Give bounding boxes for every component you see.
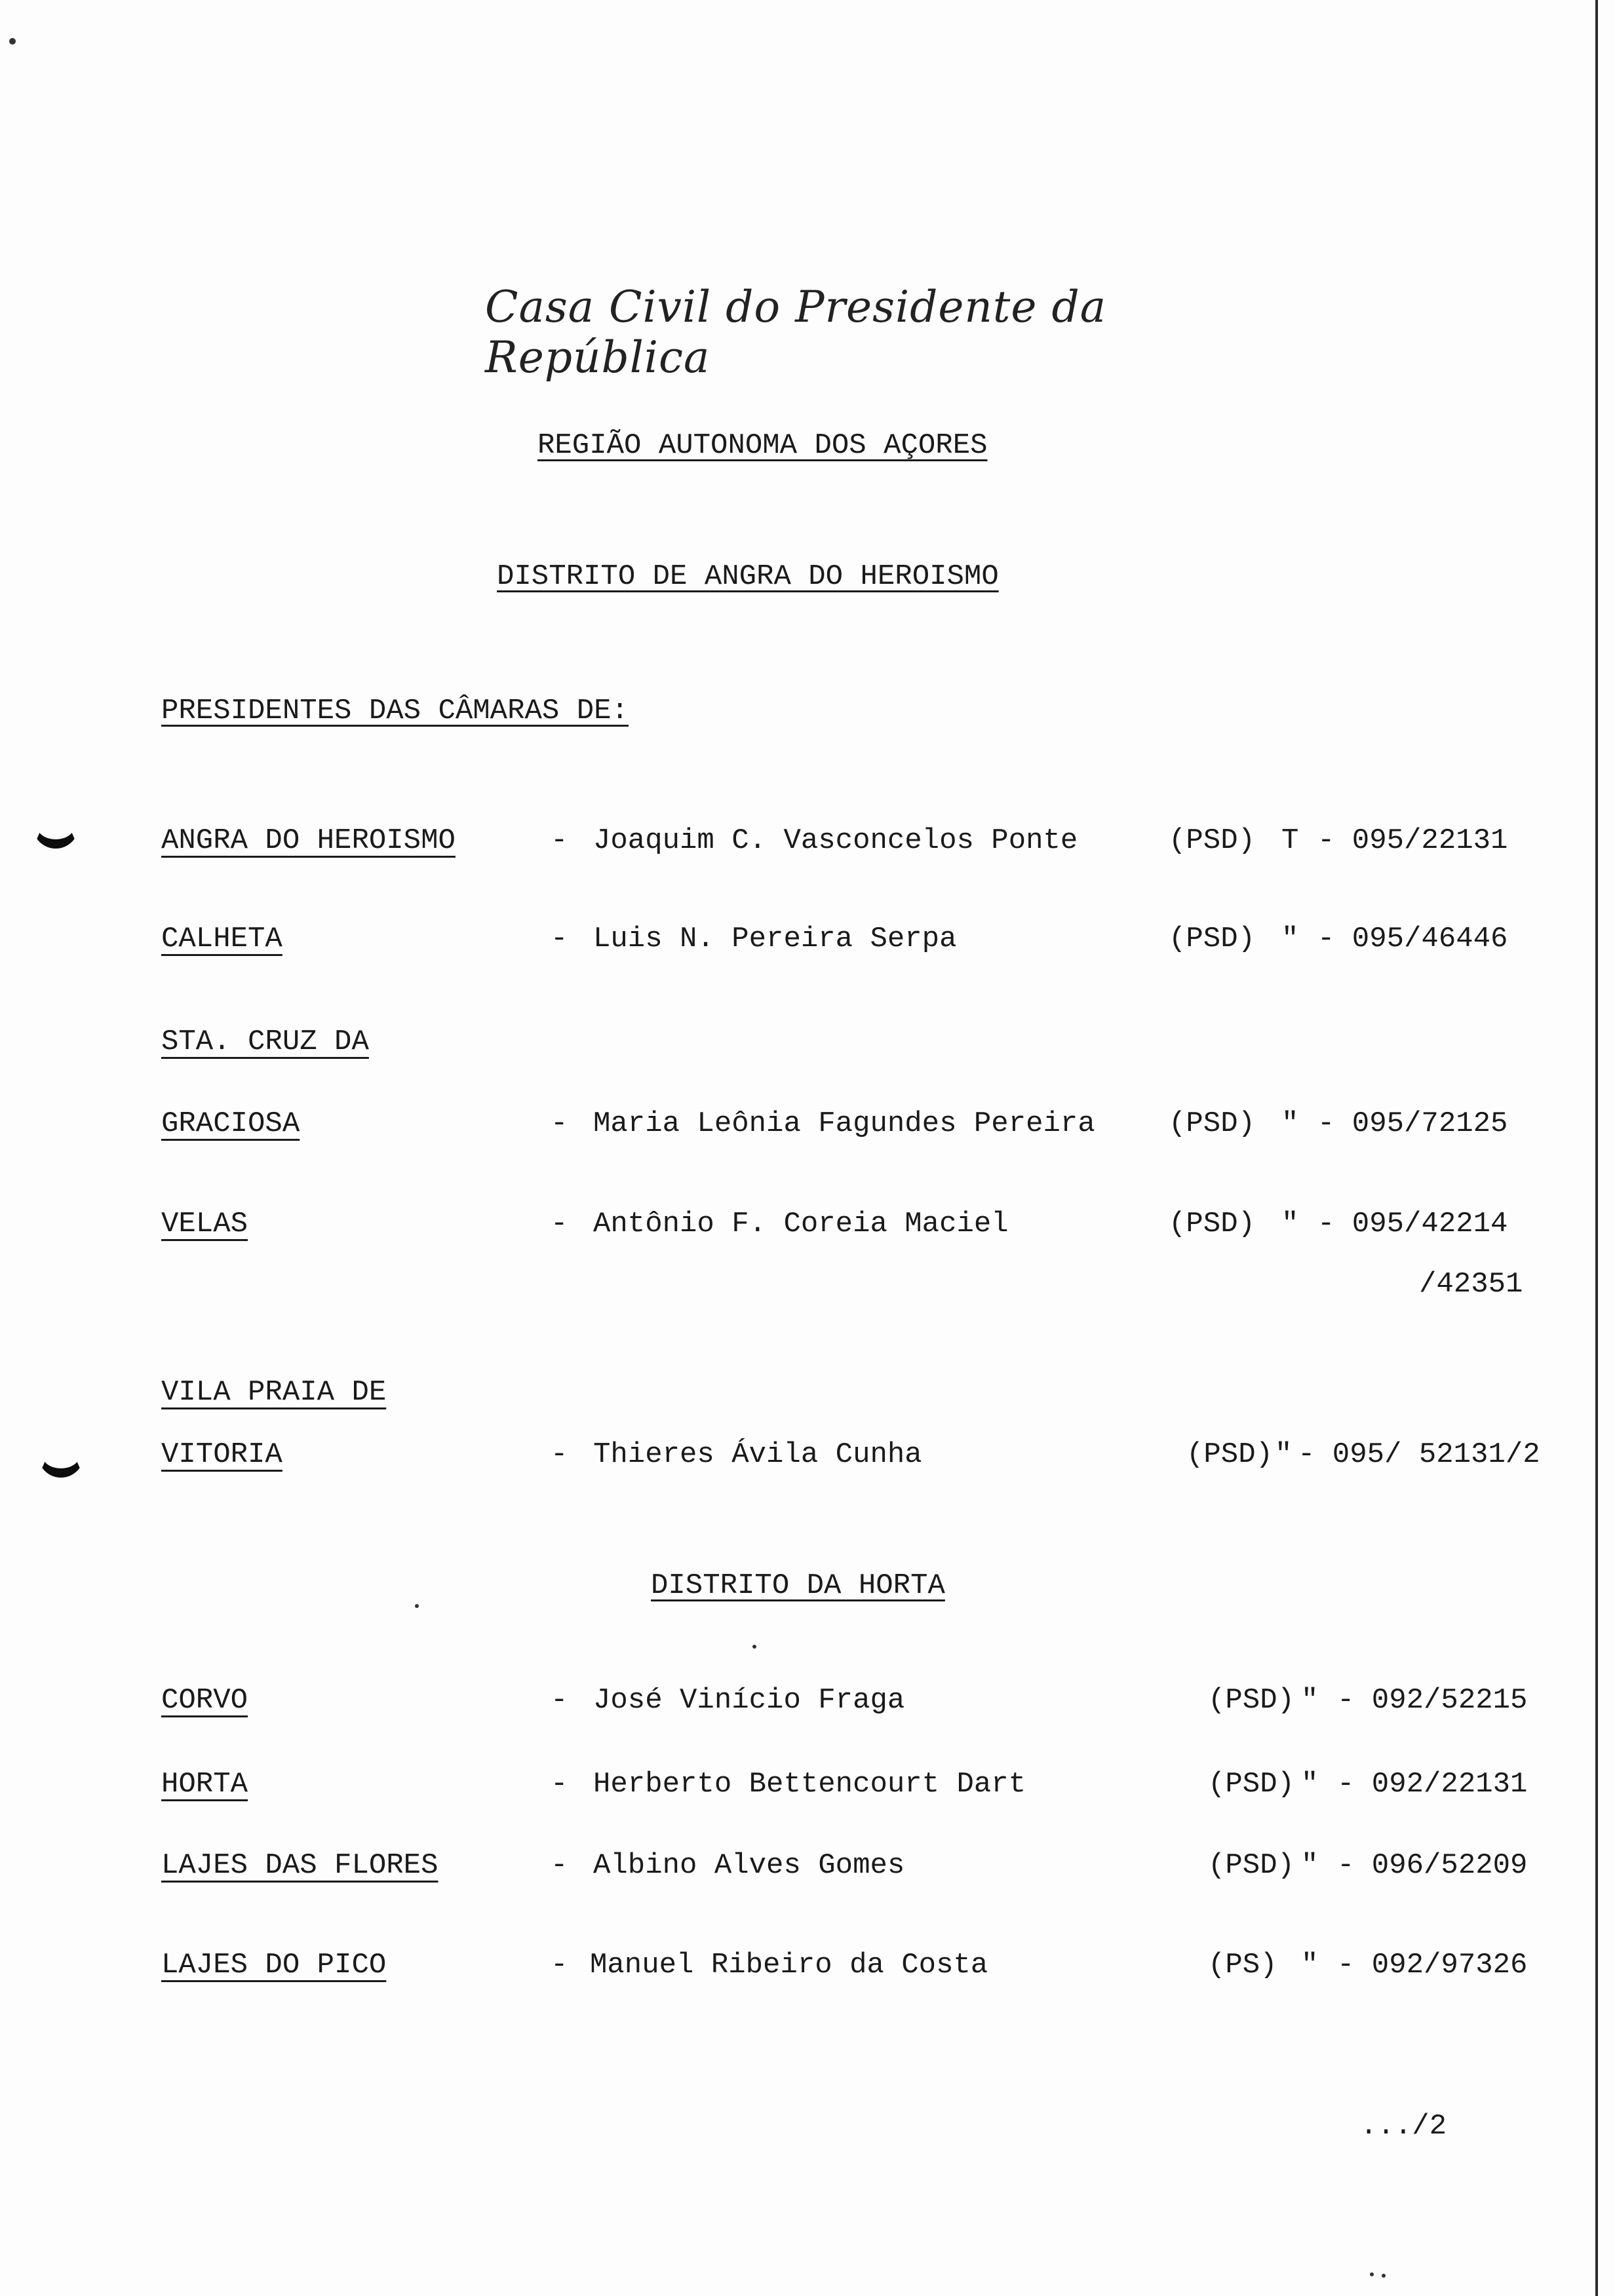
- phone-type: ": [1301, 1768, 1319, 1801]
- list-item: [0, 1208, 1615, 1247]
- separator-dash: -: [551, 1849, 568, 1882]
- phone-type: T: [1281, 824, 1299, 857]
- president-name: José Vinício Fraga: [593, 1684, 905, 1717]
- letterhead: Casa Civil do Presidente da República: [485, 282, 1107, 383]
- phone-type: ": [1281, 923, 1299, 955]
- municipality: HORTA: [161, 1768, 248, 1801]
- president-name: Luis N. Pereira Serpa: [593, 923, 957, 955]
- phone-type: ": [1301, 1949, 1319, 1981]
- phone-number: - 095/42214: [1317, 1208, 1508, 1240]
- phone-number: - 092/97326: [1337, 1949, 1528, 1981]
- party: (PSD): [1208, 1849, 1295, 1882]
- municipality: GRACIOSA: [161, 1107, 300, 1140]
- speck: [9, 38, 16, 45]
- separator-dash: -: [551, 923, 568, 955]
- president-name: Antônio F. Coreia Maciel: [593, 1208, 1009, 1240]
- page-continuation-marker: .../2: [1360, 2110, 1447, 2143]
- municipality: CALHETA: [161, 923, 282, 955]
- separator-dash: -: [551, 1768, 568, 1801]
- phone-type: ": [1301, 1849, 1319, 1882]
- phone-number: - 095/46446: [1317, 923, 1508, 955]
- party: (PSD): [1208, 1768, 1295, 1801]
- municipality: VELAS: [161, 1208, 248, 1240]
- phone-number: - 096/52209: [1337, 1849, 1528, 1882]
- phone-number: - 095/ 52131/2: [1298, 1438, 1540, 1471]
- district-angra-title: DISTRITO DE ANGRA DO HEROISMO: [497, 560, 999, 593]
- phone-number-continued: /42351: [1419, 1268, 1523, 1301]
- list-item: [0, 1376, 1615, 1415]
- phone-number: - 095/22131: [1317, 824, 1508, 857]
- list-item: [0, 1949, 1615, 1988]
- separator-dash: -: [551, 824, 568, 857]
- municipality: VITORIA: [161, 1438, 282, 1471]
- list-item: [0, 1107, 1615, 1147]
- party: (PS): [1208, 1949, 1277, 1981]
- region-title: REGIÃO AUTONOMA DOS AÇORES: [537, 429, 988, 462]
- municipality: VILA PRAIA DE: [161, 1376, 387, 1409]
- list-item: [0, 1025, 1615, 1065]
- speck: [752, 1645, 756, 1649]
- municipality: LAJES DAS FLORES: [161, 1849, 438, 1882]
- party: (PSD): [1169, 824, 1256, 857]
- party: (PSD): [1169, 1107, 1256, 1140]
- municipality: STA. CRUZ DA: [161, 1025, 369, 1058]
- president-name: Thieres Ávila Cunha: [593, 1438, 922, 1471]
- party: (PSD): [1169, 923, 1256, 955]
- municipality: ANGRA DO HEROISMO: [161, 824, 456, 857]
- speck: [415, 1604, 419, 1608]
- phone-number: - 092/22131: [1337, 1768, 1528, 1801]
- party: (PSD): [1208, 1684, 1295, 1717]
- president-name: Albino Alves Gomes: [593, 1849, 905, 1882]
- list-item: [0, 1849, 1615, 1888]
- list-item: [0, 824, 1615, 864]
- phone-type: ": [1301, 1684, 1319, 1717]
- separator-dash: -: [551, 1208, 568, 1240]
- party: (PSD): [1169, 1208, 1256, 1240]
- party: (PSD): [1186, 1438, 1274, 1471]
- separator-dash: -: [551, 1684, 568, 1717]
- separator-dash: -: [551, 1438, 568, 1471]
- phone-type: ": [1281, 1107, 1299, 1140]
- separator-dash: -: [551, 1949, 568, 1981]
- list-item: [0, 1438, 1615, 1478]
- speck: [1370, 2272, 1374, 2276]
- phone-number: - 092/52215: [1337, 1684, 1528, 1717]
- president-name: Joaquim C. Vasconcelos Ponte: [593, 824, 1078, 857]
- list-item: [0, 1768, 1615, 1807]
- municipality: LAJES DO PICO: [161, 1949, 387, 1981]
- phone-type: ": [1281, 1208, 1299, 1240]
- president-name: Herberto Bettencourt Dart: [593, 1768, 1026, 1801]
- district-horta-title: DISTRITO DA HORTA: [651, 1569, 945, 1602]
- phone-number: - 095/72125: [1317, 1107, 1508, 1140]
- president-name: Maria Leônia Fagundes Pereira: [593, 1107, 1095, 1140]
- separator-dash: -: [551, 1107, 568, 1140]
- presidents-heading: PRESIDENTES DAS CÂMARAS DE:: [161, 695, 629, 727]
- speck: [1382, 2274, 1386, 2278]
- president-name: Manuel Ribeiro da Costa: [590, 1949, 988, 1981]
- list-item: [0, 1684, 1615, 1723]
- list-item: [0, 923, 1615, 962]
- municipality: CORVO: [161, 1684, 248, 1717]
- phone-type: ": [1275, 1438, 1293, 1471]
